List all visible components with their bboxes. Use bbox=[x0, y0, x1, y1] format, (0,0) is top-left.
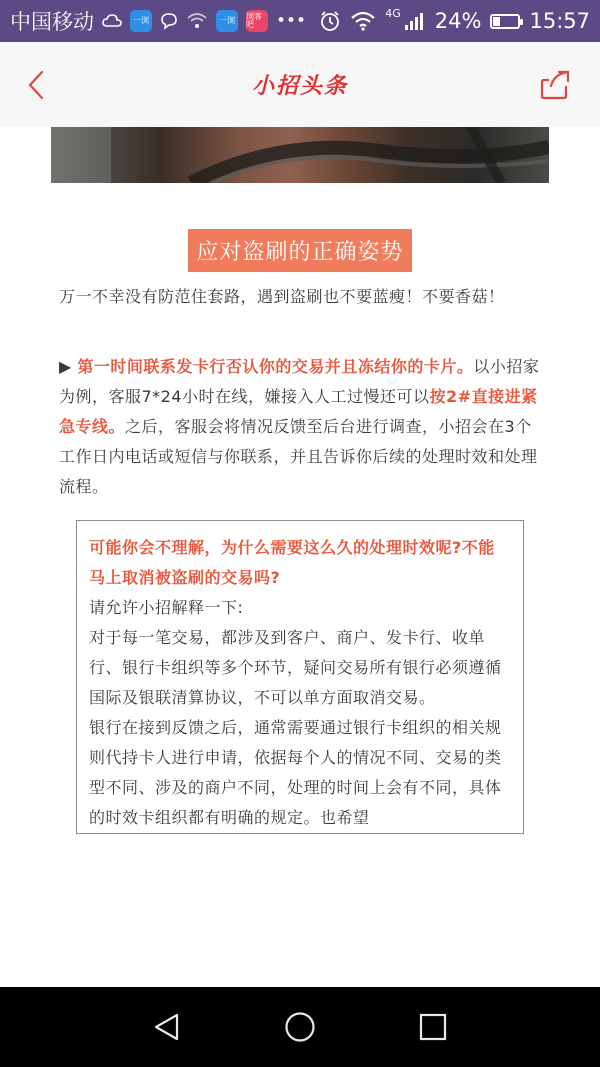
step-highlight: 第一时间联系发卡行否认你的交易并且冻结你的卡片。 bbox=[77, 357, 474, 376]
wifi-question-icon bbox=[186, 12, 208, 30]
box-explain-intro: 请允许小招解释一下: bbox=[89, 598, 244, 617]
share-button[interactable] bbox=[538, 68, 572, 102]
photo-illustration bbox=[51, 127, 549, 183]
navigation-bar bbox=[0, 987, 600, 1067]
more-notifications-icon: ••• bbox=[276, 11, 307, 31]
back-button[interactable] bbox=[22, 68, 52, 102]
explanation-box bbox=[76, 520, 524, 834]
wifi-icon bbox=[350, 11, 376, 31]
box-question: 可能你会不理解，为什么需要这么久的处理时效呢?不能马上取消被盗刷的交易吗? bbox=[89, 538, 495, 587]
step-paragraph bbox=[59, 352, 541, 502]
article-photo bbox=[51, 127, 549, 183]
intro-paragraph: 万一不幸没有防范住套路，遇到盗刷也不要蓝瘦！不要香菇！ bbox=[59, 287, 505, 306]
network-type-label: 4G bbox=[385, 6, 401, 20]
cloud-icon bbox=[102, 13, 122, 29]
alarm-icon bbox=[319, 10, 341, 32]
step-marker: ▶ bbox=[59, 357, 78, 376]
chat-icon bbox=[160, 12, 178, 30]
app3-icon: 浏客吧 bbox=[246, 10, 268, 32]
nav-recents-icon[interactable] bbox=[419, 1013, 447, 1041]
battery-level-fill bbox=[493, 17, 499, 26]
battery-icon bbox=[490, 14, 520, 29]
app-header bbox=[0, 42, 600, 127]
nav-home-icon[interactable] bbox=[284, 1011, 316, 1043]
status-bar bbox=[0, 0, 600, 42]
app2-icon: 一浏 bbox=[216, 10, 238, 32]
box-explain-1: 对于每一笔交易，都涉及到客户、商户、发卡行、收单行、银行卡组织等多个环节，疑问交易所有银行必须遵循国际及银联清算协议，不可以单方面取消交易。 bbox=[89, 628, 502, 707]
article-content[interactable] bbox=[51, 127, 549, 987]
box-explain-2: 银行在接到反馈之后，通常需要通过银行卡组织的相关规则代持卡人进行申请，依据每个人的情况不同、交易的类型不同、涉及的商户不同，处理的时间上会有不同，具体的时效卡组织都有明确的规定。也希望 bbox=[89, 718, 502, 827]
clock-label: 15:57 bbox=[529, 9, 590, 33]
carrier-label: 中国移动 bbox=[10, 10, 94, 34]
battery-percent-label: 24% bbox=[434, 9, 482, 33]
app1-icon: 一浏 bbox=[130, 10, 152, 32]
step-text-2: 之后，客服会将情况反馈至后台进行调查，小招会在3个工作日内电话或短信与你联系，并且告诉你后续的处理时效和处理流程。 bbox=[59, 417, 538, 496]
section-title: 应对盗刷的正确姿势 bbox=[188, 229, 411, 272]
header-title: 小招头条 bbox=[251, 74, 348, 99]
signal-icon bbox=[404, 11, 426, 31]
step-text-1: 以小招家为例，客服7*24小时在线，嫌接入人工过慢还可以 bbox=[59, 357, 540, 406]
nav-back-icon[interactable] bbox=[152, 1012, 182, 1042]
emergency-line-highlight: 按2#直接进紧急专线。 bbox=[59, 387, 538, 436]
